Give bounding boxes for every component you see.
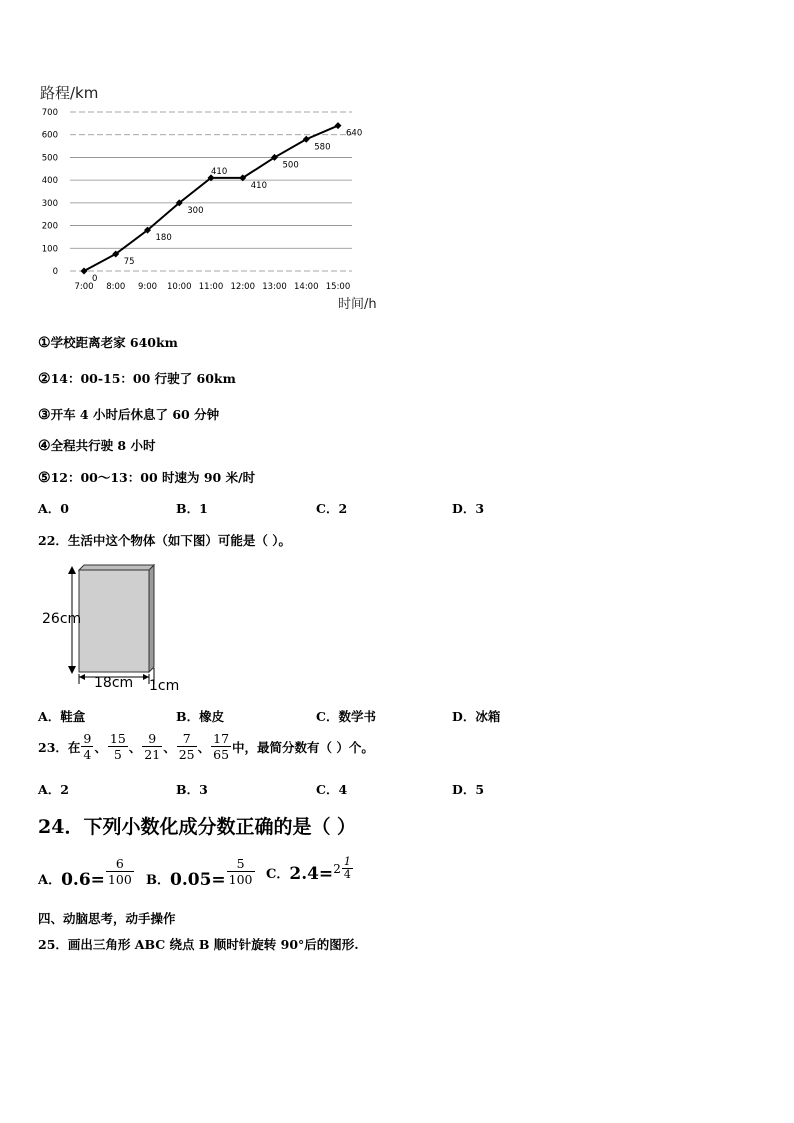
book-height-label: 26cm: [42, 611, 82, 627]
data-label: 500: [282, 160, 299, 171]
x-tick-label: 11:00: [198, 282, 224, 292]
q22-option-b[interactable]: B．橡皮: [176, 709, 225, 724]
section-heading: 四、动脑思考，动手操作: [38, 911, 176, 926]
x-tick-label: 13:00: [262, 282, 287, 292]
data-label: 75: [123, 256, 135, 267]
y-axis-label: 路程/km: [40, 84, 99, 102]
q23-fraction: $\frac{15}{5}$: [109, 731, 126, 762]
y-tick-label: 300: [41, 198, 58, 209]
statement-number: ①: [38, 335, 51, 351]
statement-3: [38, 405, 219, 423]
q23-fraction: $\frac{9}{21}$: [144, 731, 161, 762]
y-tick-label: 500: [41, 153, 58, 164]
data-label: 300: [187, 205, 204, 216]
q22-option-c[interactable]: C．数学书: [316, 709, 376, 724]
q24-option-a[interactable]: A． 0.6= $\frac{6}{100}$: [38, 856, 132, 890]
x-tick-label: 10:00: [167, 282, 192, 292]
x-tick-label: 12:00: [230, 282, 255, 292]
statement-4: [38, 436, 155, 454]
statement-number: ③: [38, 407, 51, 423]
y-tick-label: 700: [41, 108, 58, 118]
q21-option-b[interactable]: B．1: [176, 501, 208, 516]
q24-option-c[interactable]: C． 2.4= 2 $\frac{1}{4}$: [266, 855, 351, 884]
q22-stem: 22．生活中这个物体（如下图）可能是（ ）。: [38, 533, 291, 548]
q24-stem: 24．下列小数化成分数正确的是（ ）: [38, 816, 357, 838]
q23-option-d[interactable]: D．5: [452, 782, 485, 797]
statement-text: 14：00-15：00 行驶了 60km: [50, 371, 236, 386]
distance-time-chart: [30, 78, 400, 318]
statement-text: 12：00～13：00 时速为 90 米/时: [50, 470, 256, 485]
q21-option-c[interactable]: C．2: [316, 501, 348, 516]
data-label: 410: [250, 180, 267, 191]
x-tick-label: 9:00: [137, 282, 158, 292]
statement-5: [38, 468, 255, 486]
y-tick-label: 0: [52, 267, 58, 277]
data-point: [335, 122, 342, 129]
statement-text: 全程共行驶 8 小时: [50, 438, 156, 453]
series-line: [84, 126, 338, 271]
q22-option-a[interactable]: A．鞋盒: [38, 709, 86, 724]
q23-fraction: $\frac{7}{25}$: [178, 731, 195, 762]
statement-2: [38, 369, 236, 387]
statement-text: 学校距离老家 640km: [50, 335, 178, 350]
statement-number: ④: [38, 438, 51, 454]
data-label: 580: [314, 142, 331, 153]
data-point: [81, 268, 88, 275]
q23-option-a[interactable]: A．2: [38, 782, 69, 797]
q21-option-a[interactable]: A．0: [38, 501, 69, 516]
q25-stem: 25．画出三角形 ABC 绕点 B 顺时针旋转 90°后的图形.: [38, 937, 359, 952]
data-label: 640: [346, 128, 363, 139]
q23-option-b[interactable]: B．3: [176, 782, 208, 797]
statement-1: [38, 333, 178, 351]
x-tick-label: 8:00: [106, 282, 126, 292]
y-tick-label: 600: [41, 130, 58, 141]
data-label: 410: [211, 166, 228, 177]
x-tick-label: 7:00: [74, 282, 94, 292]
x-axis-label: 时间/h: [338, 297, 377, 312]
q23-fraction: $\frac{9}{4}$: [83, 731, 92, 762]
q21-option-d[interactable]: D．3: [452, 501, 485, 516]
book-width-label: 18cm: [94, 675, 134, 691]
statement-number: ②: [38, 371, 51, 387]
statement-number: ⑤: [38, 470, 51, 486]
y-tick-label: 100: [41, 244, 58, 255]
q24-option-b[interactable]: B． 0.05= $\frac{5}{100}$: [146, 856, 253, 890]
data-label: 180: [155, 233, 172, 244]
data-label: 0: [92, 274, 98, 284]
x-tick-label: 15:00: [325, 282, 351, 292]
q23-fraction: $\frac{17}{65}$: [213, 731, 230, 762]
q22-option-d[interactable]: D．冰箱: [452, 709, 501, 724]
y-tick-label: 400: [41, 176, 58, 187]
statement-text: 开车 4 小时后休息了 60 分钟: [50, 407, 220, 422]
q23-option-c[interactable]: C．4: [316, 782, 348, 797]
y-tick-label: 200: [41, 221, 58, 232]
book-depth-label: 1cm: [149, 678, 180, 694]
q23-stem: 23．在 $\frac{9}{4}$ 、 $\frac{15}{5}$ 、 $\frac{9}{21}$ 、 $\frac{7}{25}$ 、 $\frac{17}{65}$ 中，最简分数有（ ）个。: [38, 731, 374, 762]
book-diagram: [38, 560, 198, 695]
x-tick-label: 14:00: [294, 282, 319, 292]
